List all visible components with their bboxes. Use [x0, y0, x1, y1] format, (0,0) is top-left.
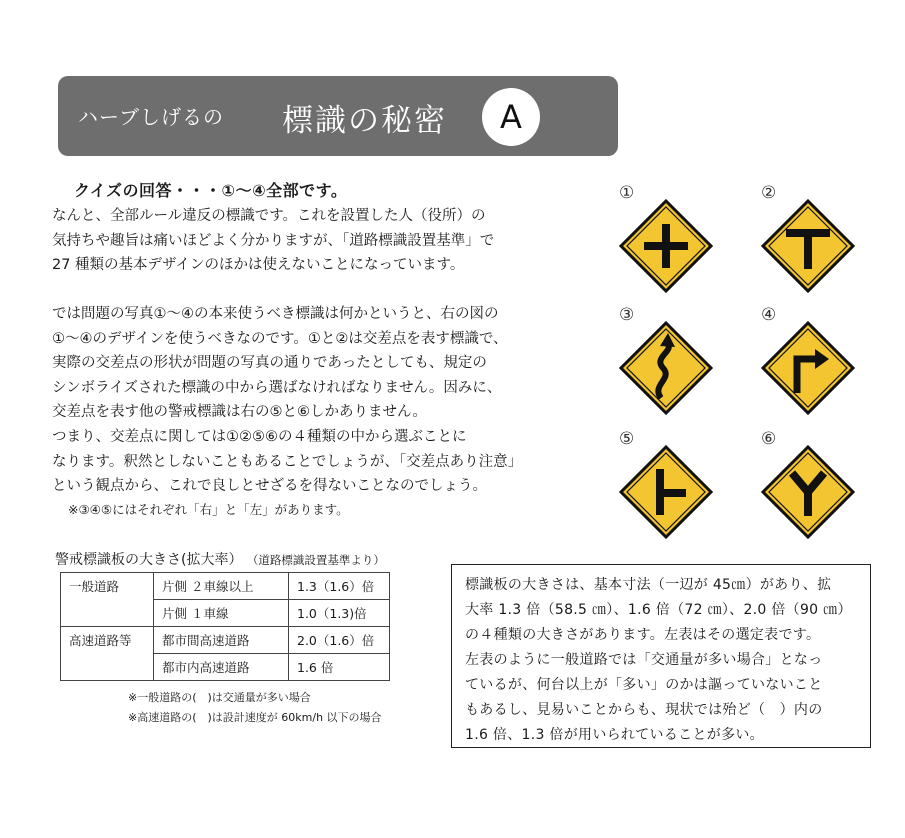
y-junction-sign-icon [753, 437, 863, 547]
box-line: ているが、何台以上が「多い」のかは謳っていないこと [465, 677, 823, 693]
table-row [61, 573, 390, 600]
table-cell-rate: 1.0（1.3)倍 [289, 600, 390, 627]
paragraph-explanation [52, 302, 522, 499]
paragraph-line: という観点から、これで良しとせざるを得ないことなのでしょう。 [52, 478, 487, 495]
table-title-text: 警戒標識板の大きさ(拡大率） [55, 552, 243, 568]
sign-size-table [60, 572, 390, 681]
sign-number: ⑥ [761, 429, 777, 449]
paragraph-line: なんと、全部ルール違反の標識です。これを設置した人（役所）の [52, 208, 486, 224]
left-right-note: ※③④⑤にはそれぞれ「右」と「左」があります。 [68, 502, 349, 517]
right-turn-sign-icon [753, 313, 863, 423]
table-cell-rate: 2.0（1.6）倍 [289, 627, 390, 654]
table-cell-category: 高速道路等 [61, 627, 154, 681]
sign-5 [611, 429, 721, 547]
paragraph-line: ①～④のデザインを使うべきなのです。①と②は交差点を表す標識で、 [52, 330, 508, 347]
sign-number: ③ [619, 305, 635, 325]
winding-road-sign-icon [611, 313, 721, 423]
quiz-answer: クイズの回答・・・①～④全部です。 [74, 181, 348, 200]
sign-4 [753, 305, 863, 423]
sign-number: ① [619, 183, 635, 203]
table-cell-road: 都市内高速道路 [154, 654, 289, 681]
sign-number: ② [761, 183, 777, 203]
sign-3 [611, 305, 721, 423]
title-banner [58, 76, 618, 156]
table-cell-road: 片側 ２車線以上 [154, 573, 289, 600]
sign-number: ⑤ [619, 429, 635, 449]
table-cell-rate: 1.3（1.6）倍 [289, 573, 390, 600]
paragraph-line: なります。釈然としないこともあることでしょうが、「交差点あり注意」 [52, 453, 523, 470]
table-note: ※一般道路の( )は交通量が多い場合 [128, 691, 311, 704]
side-road-sign-icon [611, 437, 721, 547]
paragraph-line: シンボライズされた標識の中から選ばなければなりません。因みに、 [52, 379, 502, 396]
size-explanation-box [451, 564, 871, 748]
table-cell-category: 一般道路 [61, 573, 154, 627]
table-note: ※高速道路の( )は設計速度が 60km/h 以下の場合 [128, 711, 382, 724]
sign-6 [753, 429, 863, 547]
paragraph-line: 気持ちや趣旨は痛いほどよく分かりますが、「道路標識設置基準」で [52, 232, 495, 249]
box-line: の４種類の大きさがあります。左表はその選定表です。 [465, 627, 821, 643]
banner-badge: A [482, 88, 540, 146]
table-cell-road: 片側 １車線 [154, 600, 289, 627]
sign-number: ④ [761, 305, 777, 325]
box-line: 1.6 倍、1.3 倍が用いられていることが多い。 [465, 727, 764, 743]
sign-1 [611, 183, 721, 301]
paragraph-line: 交差点を表す他の警戒標識は右の⑤と⑥しかありません。 [52, 404, 427, 421]
table-cell-road: 都市間高速道路 [154, 627, 289, 654]
paragraph-line: 27 種類の基本デザインのほかは使えないことになっています。 [52, 257, 465, 274]
banner-subtitle: ハーブしげるの [78, 105, 224, 129]
table-title [55, 549, 385, 569]
paragraph-intro [52, 204, 494, 278]
box-line: 標識板の大きさは、基本寸法（一辺が 45㎝）があり、拡 [465, 577, 832, 593]
sign-2 [753, 183, 863, 301]
t-junction-sign-icon [753, 191, 863, 301]
paragraph-line: つまり、交差点に関しては①②⑤⑥の４種類の中から選ぶことに [52, 428, 467, 445]
box-line: 左表のように一般道路では「交通量が多い場合」となっ [465, 652, 823, 668]
crossroad-sign-icon [611, 191, 721, 301]
table-title-note: （道路標識設置基準より） [246, 553, 385, 567]
warning-sign-grid [605, 175, 895, 555]
paragraph-line: 実際の交差点の形状が問題の写真の通りであったとしても、規定の [52, 355, 487, 372]
box-line: 大率 1.3 倍（58.5 ㎝）、1.6 倍（72 ㎝）、2.0 倍（90 ㎝） [465, 602, 852, 618]
table-cell-rate: 1.6 倍 [289, 654, 390, 681]
table-notes [128, 688, 382, 728]
banner-title: 標識の秘密 [282, 103, 447, 139]
table-row [61, 627, 390, 654]
paragraph-line: では問題の写真①～④の本来使うべき標識は何かというと、右の図の [52, 306, 499, 322]
box-line: もあるし、見易いことからも、現状では殆ど（ ）内の [465, 702, 823, 718]
